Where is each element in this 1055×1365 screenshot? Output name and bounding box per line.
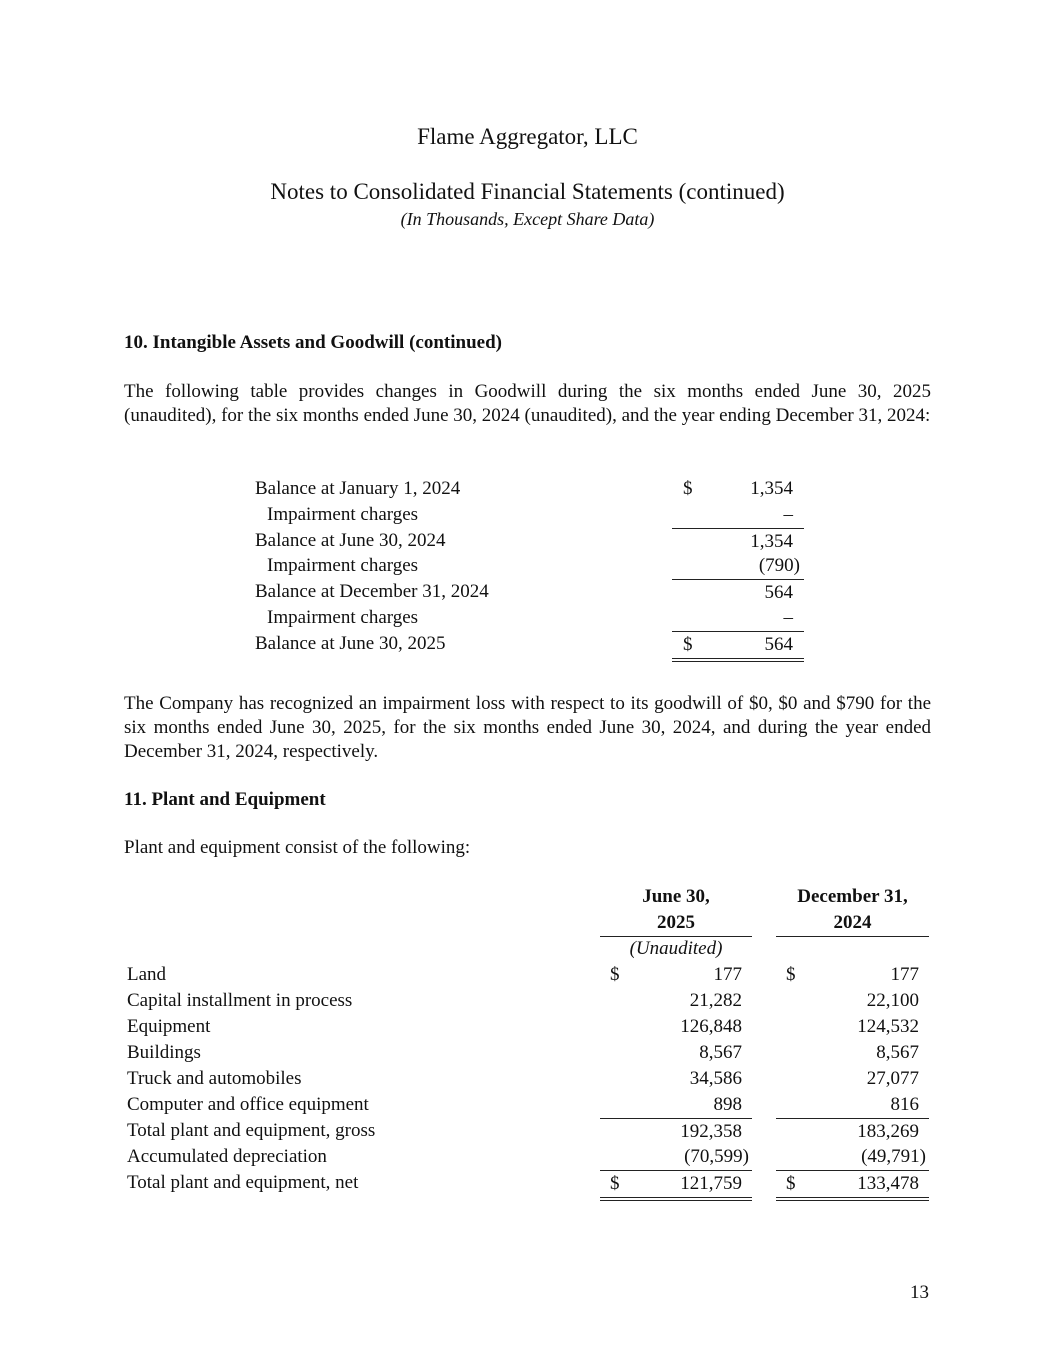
column-header-december-2024	[776, 884, 929, 937]
amount: (790)	[758, 555, 800, 577]
page-number: 13	[910, 1282, 929, 1303]
row-label: Land	[127, 964, 167, 985]
amount: 1,354	[750, 530, 793, 552]
currency-symbol: $	[683, 633, 693, 655]
table-row	[127, 988, 932, 1014]
table-row	[255, 502, 805, 528]
row-label: Total plant and equipment, gross	[127, 1120, 376, 1141]
table-row	[127, 1066, 932, 1092]
table-row	[255, 579, 805, 605]
table-row	[127, 1040, 932, 1066]
goodwill-table	[255, 476, 805, 657]
amount-cell	[600, 1014, 752, 1040]
table-row	[127, 1014, 932, 1040]
row-label: Balance at June 30, 2024	[255, 529, 446, 551]
amount: 192,358	[680, 1121, 742, 1142]
amount-cell	[672, 476, 804, 502]
currency-symbol: $	[610, 964, 620, 985]
amount-cell	[600, 1118, 752, 1145]
section-10-heading: 10. Intangible Assets and Goodwill (continued)	[124, 332, 502, 353]
amount: 564	[764, 582, 793, 604]
row-label: Equipment	[127, 1016, 211, 1037]
row-label: Accumulated depreciation	[127, 1146, 327, 1167]
amount: 177	[713, 964, 742, 985]
table-header	[127, 884, 932, 936]
table-row	[127, 1092, 932, 1118]
row-label: Capital installment in process	[127, 990, 353, 1011]
amount-cell	[776, 1014, 929, 1040]
amount: 8,567	[876, 1042, 919, 1063]
row-label: Buildings	[127, 1042, 201, 1063]
company-name: Flame Aggregator, LLC	[417, 124, 638, 149]
row-label: Computer and office equipment	[127, 1094, 369, 1115]
amount: 21,282	[689, 990, 742, 1011]
row-label: Balance at December 31, 2024	[255, 581, 489, 603]
amount: 22,100	[866, 990, 919, 1011]
amount-cell	[600, 1066, 752, 1092]
amount: 816	[890, 1094, 919, 1115]
amount: 133,478	[857, 1173, 919, 1194]
column-header-line1: December 31,	[797, 886, 908, 907]
currency-symbol: $	[610, 1173, 620, 1194]
amount-cell	[776, 1092, 929, 1118]
section-11-heading: 11. Plant and Equipment	[124, 789, 326, 810]
column-header-june-2025	[600, 884, 752, 937]
amount: 183,269	[857, 1121, 919, 1142]
row-label: Truck and automobiles	[127, 1068, 302, 1089]
row-label: Balance at January 1, 2024	[255, 478, 461, 499]
amount: 124,532	[857, 1016, 919, 1037]
amount: 34,586	[689, 1068, 742, 1089]
amount-cell	[672, 579, 804, 606]
amount: 121,759	[680, 1173, 742, 1194]
amount-cell	[600, 1040, 752, 1066]
currency-symbol: $	[786, 1173, 796, 1194]
amount-cell	[776, 988, 929, 1014]
table-row	[255, 631, 805, 657]
unaudited-note: (Unaudited)	[629, 938, 723, 959]
amount-cell	[600, 988, 752, 1014]
amount: –	[783, 503, 793, 525]
amount-cell	[776, 1040, 929, 1066]
page-subtitle: (In Thousands, Except Share Data)	[400, 209, 655, 229]
amount-cell	[672, 528, 804, 555]
amount-cell	[600, 962, 752, 988]
table-row	[127, 962, 932, 988]
table-row	[127, 1170, 932, 1196]
row-label: Impairment charges	[267, 606, 419, 628]
page-title: Notes to Consolidated Financial Statements (continued)	[270, 179, 785, 204]
amount-cell	[600, 1092, 752, 1118]
amount-cell	[672, 605, 804, 631]
column-header-line1: June 30,	[642, 886, 710, 907]
column-header-line2: 2024	[833, 912, 872, 933]
section-11-intro: Plant and equipment consist of the following:	[124, 837, 471, 858]
amount: –	[783, 606, 793, 628]
amount-cell	[600, 1144, 752, 1170]
table-row	[255, 476, 805, 502]
table-row	[255, 605, 805, 631]
amount-cell	[672, 502, 804, 528]
amount-cell	[776, 1170, 929, 1201]
row-label: Impairment charges	[267, 503, 419, 525]
currency-symbol: $	[786, 964, 796, 985]
table-row	[255, 553, 805, 579]
plant-equipment-table	[127, 884, 932, 1196]
amount: (70,599)	[684, 1146, 749, 1167]
amount-cell	[672, 631, 804, 662]
currency-symbol: $	[683, 478, 693, 499]
amount: 1,354	[750, 478, 793, 499]
amount: 126,848	[680, 1016, 742, 1037]
section-10-closing: The Company has recognized an impairment loss with respect to its goodwill of $0, $0 and $790 for the six months ended June 30, 2025, for the six months ended June 30, 2024, and during the year ended December 31, 2024, respectively.	[124, 693, 931, 762]
unaudited-note-row	[127, 936, 932, 962]
amount: 898	[713, 1094, 742, 1115]
table-row	[127, 1118, 932, 1144]
table-row	[255, 528, 805, 554]
row-label: Balance at June 30, 2025	[255, 632, 446, 654]
amount-cell	[776, 962, 929, 988]
amount: (49,791)	[861, 1146, 926, 1167]
amount: 27,077	[866, 1068, 919, 1089]
row-label: Total plant and equipment, net	[127, 1172, 359, 1193]
amount: 177	[890, 964, 919, 985]
column-header-line2: 2025	[657, 912, 695, 933]
amount-cell	[776, 1144, 929, 1170]
section-10-intro: The following table provides changes in Goodwill during the six months ended June 30, 2025 (unaudited), for the six months ended June 30, 2024 (unaudited), and the year ending December 31, 2024:	[124, 381, 931, 426]
amount: 564	[764, 633, 793, 655]
amount-cell	[600, 1170, 752, 1201]
amount-cell	[776, 1118, 929, 1145]
amount-cell	[776, 1066, 929, 1092]
amount: 8,567	[699, 1042, 742, 1063]
table-row	[127, 1144, 932, 1170]
amount-cell	[672, 553, 804, 579]
row-label: Impairment charges	[267, 555, 419, 577]
